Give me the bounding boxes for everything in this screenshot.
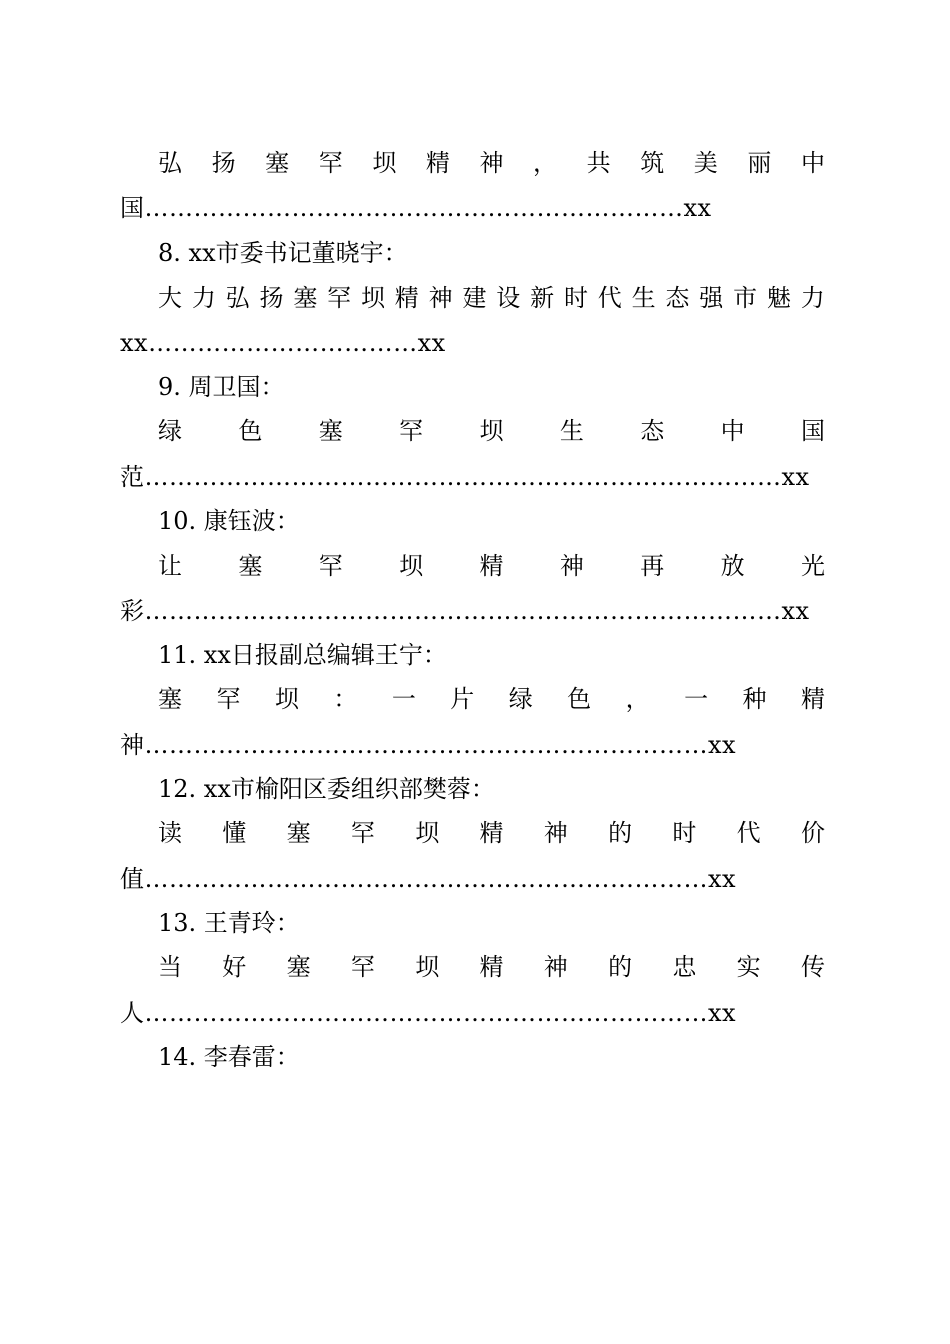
title-char: 坝 — [399, 552, 424, 580]
title-char: 一 — [684, 685, 709, 713]
title-char: 传 — [800, 953, 825, 981]
title-char: 态 — [640, 417, 665, 445]
title-char: 神 — [479, 149, 504, 177]
entry-heading-9: 9. 周卫国： — [158, 373, 285, 401]
title-char: 塞 — [286, 819, 311, 847]
title-char: 罕 — [350, 819, 375, 847]
title-char: 精 — [479, 819, 504, 847]
title-char: 精 — [800, 685, 825, 713]
entry-heading-8: 8. xx市委书记董晓宇： — [158, 239, 408, 267]
title-char: 精 — [479, 953, 504, 981]
title-char: 坝 — [415, 819, 440, 847]
entry-title-9 — [158, 414, 825, 448]
title-char: 好 — [222, 953, 247, 981]
title-char: 扬 — [259, 284, 284, 312]
title-char: 放 — [720, 552, 745, 580]
title-char: 坝 — [360, 284, 385, 312]
title-char: 精 — [394, 284, 419, 312]
title-char: 精 — [479, 552, 504, 580]
title-char: 时 — [672, 819, 697, 847]
title-char: 一 — [391, 685, 416, 713]
entry-continuation-8: xx……………………………xx — [120, 329, 446, 357]
title-char: 弘 — [158, 149, 182, 177]
title-char: 罕 — [318, 149, 343, 177]
entry-heading-11: 11. xx日报副总编辑王宁： — [158, 641, 447, 669]
title-char: 片 — [450, 685, 475, 713]
title-char: 生 — [559, 417, 584, 445]
title-char: 再 — [640, 552, 665, 580]
entry-continuation-10: 彩……………………………………………………………………xx — [120, 597, 810, 625]
entry-continuation-9: 范……………………………………………………………………xx — [120, 463, 810, 491]
title-char: 罕 — [216, 685, 241, 713]
title-char: 设 — [496, 284, 521, 312]
title-char: 神 — [543, 953, 568, 981]
title-char: 市 — [733, 284, 758, 312]
title-char: 罕 — [399, 417, 424, 445]
title-char: 生 — [631, 284, 656, 312]
title-char: 力 — [800, 284, 825, 312]
entry-heading-13: 13. 王青玲： — [158, 909, 300, 937]
title-char: ， — [625, 685, 650, 713]
entry-continuation-13: 人……………………………………………………………xx — [120, 999, 737, 1027]
title-char: 罕 — [318, 552, 343, 580]
entry-title-10 — [158, 549, 825, 583]
title-char: 弘 — [225, 284, 250, 312]
entry-continuation-11: 神……………………………………………………………xx — [120, 731, 737, 759]
title-char: 扬 — [211, 149, 236, 177]
title-char: 塞 — [286, 953, 311, 981]
title-char: 色 — [238, 417, 263, 445]
title-char: 读 — [158, 819, 182, 847]
title-char: 代 — [736, 819, 761, 847]
title-char: 绿 — [508, 685, 533, 713]
entry-continuation-12: 值……………………………………………………………xx — [120, 865, 737, 893]
title-char: 罕 — [350, 953, 375, 981]
entry-heading-14: 14. 李春雷： — [158, 1043, 300, 1071]
title-char: 让 — [158, 552, 182, 580]
title-char: 新 — [530, 284, 555, 312]
title-char: 塞 — [293, 284, 318, 312]
title-char: 的 — [608, 953, 633, 981]
title-char: 光 — [801, 552, 825, 580]
title-char: 力 — [191, 284, 216, 312]
title-char: 强 — [699, 284, 724, 312]
title-char: 实 — [736, 953, 761, 981]
title-char: 塞 — [318, 417, 343, 445]
title-char: 共 — [586, 149, 611, 177]
title-char: 绿 — [158, 417, 182, 445]
title-char: 坝 — [274, 685, 299, 713]
title-char: ： — [333, 685, 358, 713]
title-char: 当 — [158, 953, 182, 981]
title-char: 态 — [665, 284, 690, 312]
title-char: 坝 — [372, 149, 397, 177]
title-char: 色 — [567, 685, 592, 713]
title-char: 丽 — [747, 149, 772, 177]
title-char: 塞 — [158, 685, 182, 713]
title-char: 魅 — [766, 284, 791, 312]
title-char: 价 — [800, 819, 825, 847]
title-char: 种 — [742, 685, 767, 713]
title-char: 的 — [608, 819, 633, 847]
entry-title-13 — [158, 950, 825, 984]
title-char: 坝 — [415, 953, 440, 981]
title-char: 中 — [800, 149, 825, 177]
title-char: 国 — [801, 417, 825, 445]
title-char: 时 — [563, 284, 588, 312]
title-char: ， — [533, 149, 558, 177]
title-char: 代 — [597, 284, 622, 312]
entry-title-12 — [158, 816, 825, 850]
title-char: 坝 — [479, 417, 504, 445]
title-char: 精 — [425, 149, 450, 177]
title-char: 懂 — [222, 819, 247, 847]
entry-continuation-1: 国…………………………………………………………xx — [120, 194, 712, 222]
entry-heading-10: 10. 康钰波： — [158, 507, 300, 535]
title-char: 神 — [559, 552, 584, 580]
title-char: 大 — [158, 284, 182, 312]
entry-heading-12: 12. xx市榆阳区委组织部樊蓉： — [158, 775, 495, 803]
title-char: 筑 — [640, 149, 665, 177]
title-char: 中 — [720, 417, 745, 445]
title-char: 罕 — [327, 284, 352, 312]
title-char: 建 — [462, 284, 487, 312]
title-char: 美 — [693, 149, 718, 177]
title-char: 神 — [543, 819, 568, 847]
title-char: 神 — [428, 284, 453, 312]
title-char: 塞 — [265, 149, 290, 177]
title-char: 塞 — [238, 552, 263, 580]
entry-title-8 — [158, 281, 825, 315]
title-char: 忠 — [672, 953, 697, 981]
entry-title-11 — [158, 682, 825, 716]
entry-title-1 — [158, 146, 825, 180]
